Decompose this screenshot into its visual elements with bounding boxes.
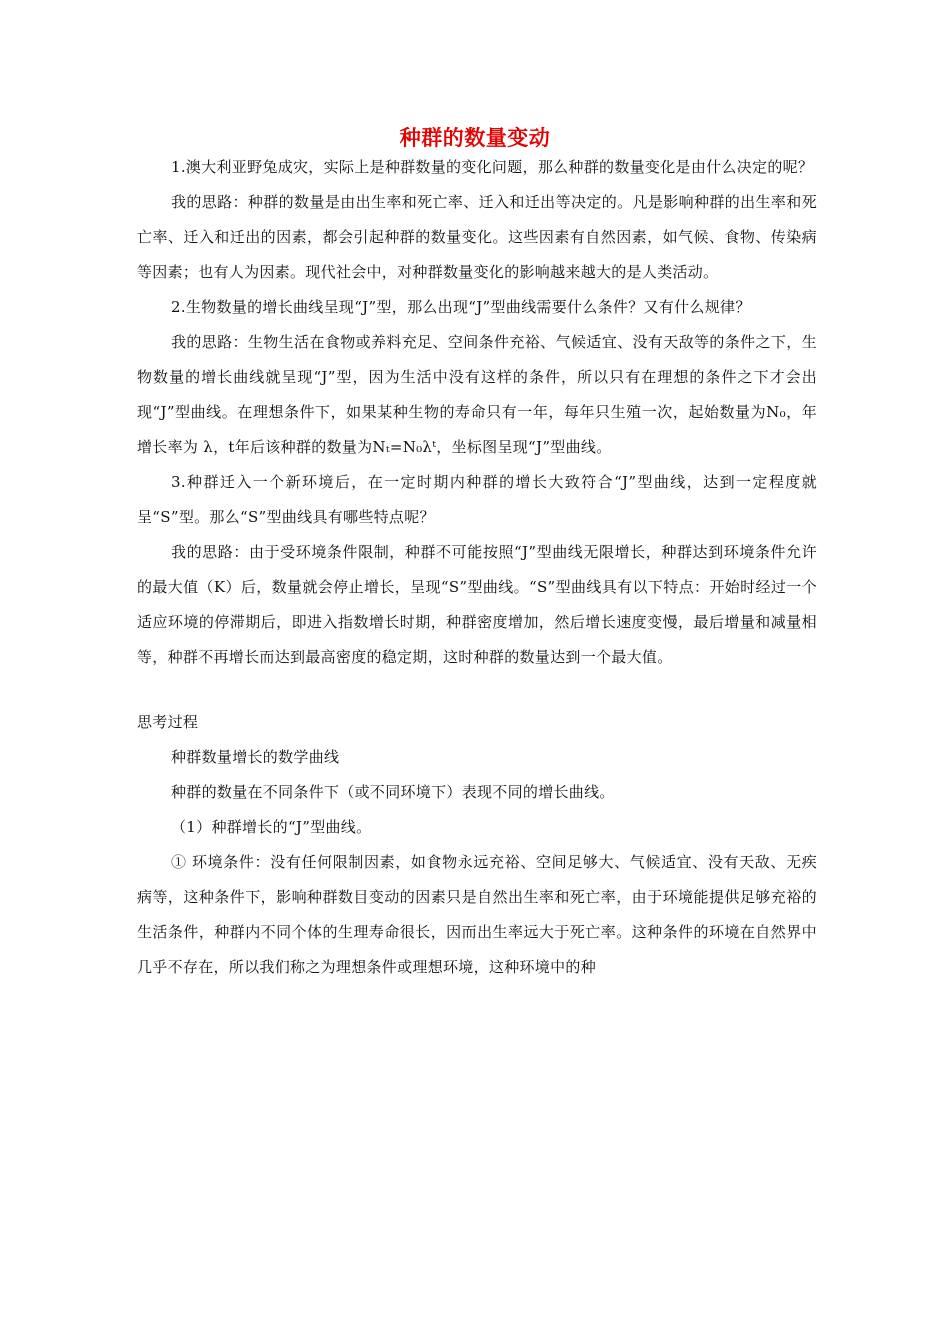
document-title: 种群的数量变动 [399,126,551,150]
section-heading: 思考过程 [137,713,199,731]
question-paragraph-1: 1.澳大利亚野兔成灾，实际上是种群数量的变化问题，那么种群的数量变化是由什么决定的呢？ [171,158,814,176]
question-paragraph-3: 3.种群迁入一个新环境后，在一定时期内种群的增长大致符合“J”型曲线，达到一定程度就呈“S”型。那么“S”型曲线具有哪些特点呢？ [137,473,817,526]
answer-paragraph-3: 我的思路：由于受环境条件限制，种群不可能按照“J”型曲线无限增长，种群达到环境条件允许的最大值（K）后，数量就会停止增长，呈现“S”型曲线。“S”型曲线具有以下特点：开始时经过一个适应环境的停滞期后，即进入指数增长时期，种群密度增加，然后增长速度变慢，最后增量和减量相等，种群不再增长而达到最高密度的稳定期，这时种群的数量达到一个最大值。 [137,543,817,666]
section-paragraph-intro: 种群的数量在不同条件下（或不同环境下）表现不同的增长曲线。 [171,783,615,801]
question-paragraph-2: 2.生物数量的增长曲线呈现“J”型，那么出现“J”型曲线需要什么条件？又有什么规律？ [171,298,751,316]
answer-paragraph-1: 我的思路：种群的数量是由出生率和死亡率、迁入和迁出等决定的。凡是影响种群的出生率和死亡率、迁入和迁出的因素，都会引起种群的数量变化。这些因素有自然因素，如气候、食物、传染病等因素；也有人为因素。现代社会中，对种群数量变化的影响越来越大的是人类活动。 [137,193,817,281]
answer-paragraph-2: 我的思路：生物生活在食物或养料充足、空间条件充裕、气候适宜、没有天敌等的条件之下，生物数量的增长曲线就呈现“J”型，因为生活中没有这样的条件，所以只有在理想的条件之下才会出现“J”型曲线。在理想条件下，如果某种生物的寿命只有一年，每年只生殖一次，起始数量为N₀，年增长率为 λ，t年后该种群的数量为Nₜ=N₀λᵗ，坐标图呈现“J”型曲线。 [137,333,817,456]
document-body [137,150,817,985]
section-gap [137,675,817,705]
section-paragraph-j-curve: （1）种群增长的“J”型曲线。 [171,818,372,836]
section-paragraph-conditions: ① 环境条件：没有任何限制因素，如食物永远充裕、空间足够大、气候适宜、没有天敌、无疾病等，这种条件下，影响种群数目变动的因素只是自然出生率和死亡率，由于环境能提供足够充裕的生活条件，种群内不同个体的生理寿命很长，因而出生率远大于死亡率。这种条件的环境在自然界中几乎不存在，所以我们称之为理想条件或理想环境，这种环境中的种 [137,853,817,976]
section-subheading: 种群数量增长的数学曲线 [171,748,340,766]
